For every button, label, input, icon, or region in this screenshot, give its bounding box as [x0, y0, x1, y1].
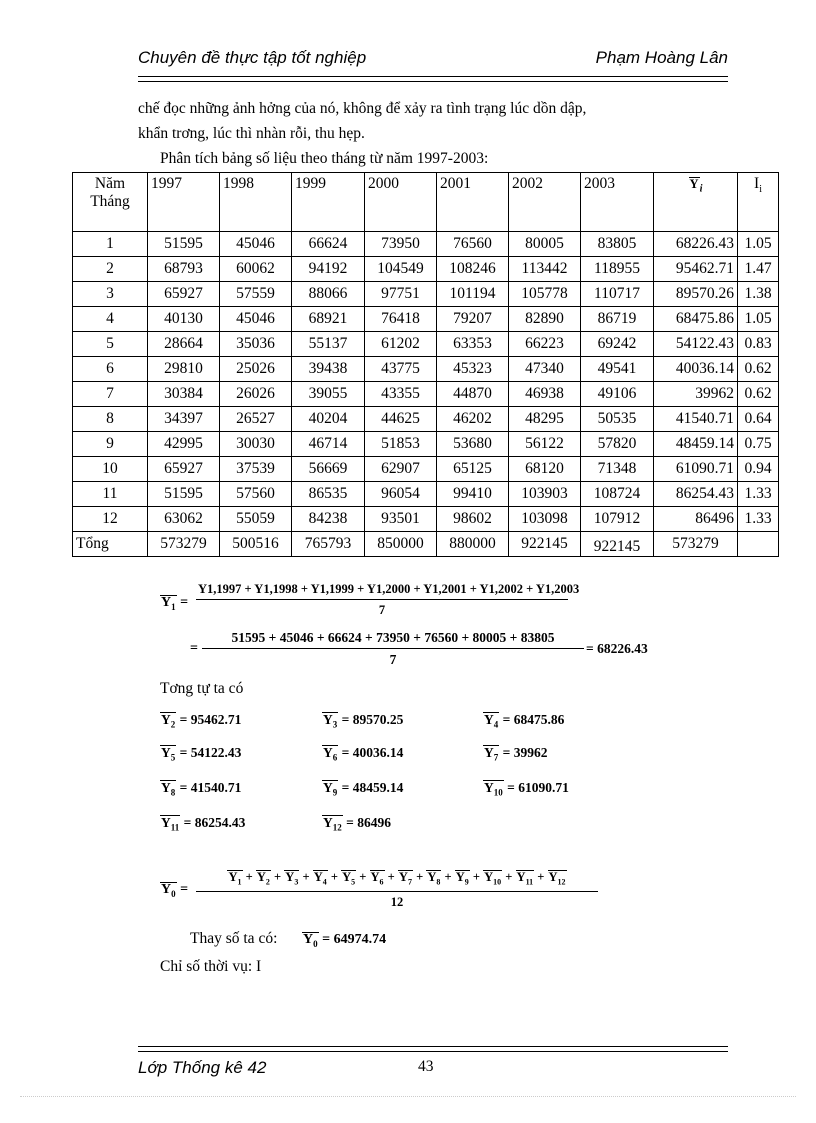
value-cell: 26026 [220, 382, 292, 407]
average-symbol: $Y_5$ [161, 745, 176, 763]
sum-term: $Y_{12}$ [548, 870, 566, 887]
formula-y1-numerator: Y1,1997 + Y1,1998 + Y1,1999 + Y1,2000 + Y1,2001 + Y1,2002 + Y1,2003 [196, 582, 568, 600]
month-cell: 7 [73, 382, 148, 407]
average-number: = 40036.14 [341, 745, 404, 760]
total-cell: 880000 [437, 532, 509, 557]
value-cell: 66223 [509, 332, 581, 357]
formula-y1-denominator: 7 [378, 603, 386, 617]
month-cell: 1 [73, 232, 148, 257]
value-cell: 73950 [365, 232, 437, 257]
value-cell: 45046 [220, 307, 292, 332]
average-cell: 95462.71 [654, 257, 738, 282]
value-cell: 51595 [148, 232, 220, 257]
header-year: 1997 [148, 173, 220, 232]
average-symbol: $Y_{10}$ [484, 780, 503, 798]
average-sub: 4 [493, 719, 499, 730]
value-cell: 28664 [148, 332, 220, 357]
value-cell: 45323 [437, 357, 509, 382]
average-value [160, 815, 245, 835]
value-cell: 68793 [148, 257, 220, 282]
index-cell: 1.33 [738, 507, 779, 532]
average-value [322, 712, 403, 732]
value-cell: 44870 [437, 382, 509, 407]
formula-values-result: = 68226.43 [586, 641, 648, 656]
table-row [73, 257, 779, 282]
value-cell: 83805 [581, 232, 654, 257]
table-total-row [73, 532, 779, 557]
sum-term: $Y_6$ [370, 870, 384, 887]
substitute-value: = 64974.74 [322, 932, 387, 947]
value-cell: 113442 [509, 257, 581, 282]
index-cell: 0.62 [738, 357, 779, 382]
header-year: 1999 [292, 173, 365, 232]
intro-line-2: khẩn trơng, lúc thì nhàn rỗi, thu hẹp. [138, 125, 365, 142]
header-year: 1998 [220, 173, 292, 232]
value-cell: 50535 [581, 407, 654, 432]
seasonal-index-text: Chỉ số thời vụ: I [160, 958, 262, 975]
sum-term-sub: 5 [351, 877, 356, 887]
sum-term-sub: 10 [493, 877, 502, 887]
index-cell: 0.83 [738, 332, 779, 357]
table-row [73, 507, 779, 532]
index-sub: i [759, 184, 762, 196]
sum-term-sub: 7 [407, 877, 412, 887]
header-year-label: Năm [94, 175, 126, 192]
data-table [72, 172, 779, 557]
value-cell: 43355 [365, 382, 437, 407]
total-cell: 922145 [581, 532, 654, 557]
value-cell: 63062 [148, 507, 220, 532]
value-cell: 56669 [292, 457, 365, 482]
value-cell: 37539 [220, 457, 292, 482]
average-cell: 39962 [654, 382, 738, 407]
value-cell: 65927 [148, 282, 220, 307]
sum-term-sub: 11 [525, 877, 534, 887]
value-cell: 40204 [292, 407, 365, 432]
value-cell: 88066 [292, 282, 365, 307]
value-cell: 65927 [148, 457, 220, 482]
average-cell: 40036.14 [654, 357, 738, 382]
average-value [160, 780, 241, 800]
average-number: = 61090.71 [507, 780, 569, 795]
header-year: 2002 [509, 173, 581, 232]
total-cell: 573279 [654, 532, 738, 557]
sum-term: $Y_3$ [285, 870, 299, 887]
header-rule [138, 76, 728, 82]
index-cell: 1.33 [738, 482, 779, 507]
table-row [73, 457, 779, 482]
average-number: = 68475.86 [502, 712, 565, 727]
value-cell: 66624 [292, 232, 365, 257]
value-cell: 40130 [148, 307, 220, 332]
average-number: = 95462.71 [179, 712, 242, 727]
sum-term: $Y_{11}$ [516, 870, 534, 887]
value-cell: 110717 [581, 282, 654, 307]
average-symbol: $Y_2$ [161, 712, 176, 730]
footer-rule [138, 1046, 728, 1052]
sum-term: $Y_{10}$ [484, 870, 502, 887]
formula-y0-numerator: $Y_1 + Y_2 + Y_3 + Y_4 + Y_5 + Y_6 + Y_7 + Y_8 + Y_9 + Y_{10} + Y_{11} + Y_{12}$ [196, 870, 598, 892]
value-cell: 61202 [365, 332, 437, 357]
month-cell: 11 [73, 482, 148, 507]
average-cell: 41540.71 [654, 407, 738, 432]
index-cell: 0.64 [738, 407, 779, 432]
total-cell: 765793 [292, 532, 365, 557]
sum-term: $Y_4$ [313, 870, 327, 887]
average-value [322, 780, 403, 800]
value-cell: 39438 [292, 357, 365, 382]
value-cell: 30384 [148, 382, 220, 407]
value-cell: 68120 [509, 457, 581, 482]
average-sub: 10 [493, 787, 503, 798]
total-label: Tổng [73, 532, 148, 557]
value-cell: 62907 [365, 457, 437, 482]
value-cell: 82890 [509, 307, 581, 332]
sum-term: $Y_9$ [455, 870, 469, 887]
average-symbol: $Y_8$ [161, 780, 176, 798]
substitute-sub: 0 [313, 938, 318, 949]
index-cell: 0.75 [738, 432, 779, 457]
value-cell: 34397 [148, 407, 220, 432]
average-symbol: $Y_{12}$ [323, 815, 342, 833]
value-cell: 55059 [220, 507, 292, 532]
month-cell: 6 [73, 357, 148, 382]
average-cell: 68475.86 [654, 307, 738, 332]
value-cell: 97751 [365, 282, 437, 307]
average-value [160, 745, 241, 765]
value-cell: 45046 [220, 232, 292, 257]
value-cell: 84238 [292, 507, 365, 532]
value-cell: 55137 [292, 332, 365, 357]
value-cell: 71348 [581, 457, 654, 482]
sum-term: $Y_7$ [398, 870, 412, 887]
value-cell: 76418 [365, 307, 437, 332]
value-cell: 57559 [220, 282, 292, 307]
average-symbol: $Y_7$ [484, 745, 499, 763]
formula-y1-lhs-sub: 1 [171, 601, 176, 612]
header-month-year [73, 173, 148, 232]
average-cell: 48459.14 [654, 432, 738, 457]
index-cell: 1.05 [738, 307, 779, 332]
average-sub: 8 [170, 787, 176, 798]
value-cell: 57560 [220, 482, 292, 507]
formula-eq-sign: = [190, 641, 198, 656]
ybar-symbol: Y [689, 177, 699, 191]
average-symbol: $Y_{11}$ [161, 815, 180, 833]
month-cell: 10 [73, 457, 148, 482]
average-symbol: $Y_6$ [323, 745, 338, 763]
sum-term-sub: 4 [322, 877, 327, 887]
value-cell: 76560 [437, 232, 509, 257]
value-cell: 44625 [365, 407, 437, 432]
footer-class: Lớp Thống kê 42 [138, 1058, 267, 1077]
sum-term-sub: 6 [379, 877, 384, 887]
sum-term: $Y_2$ [256, 870, 270, 887]
total-cell: 922145 [509, 532, 581, 557]
value-cell: 29810 [148, 357, 220, 382]
value-cell: 46938 [509, 382, 581, 407]
header-year: 2003 [581, 173, 654, 232]
table-row [73, 232, 779, 257]
total-cell: 500516 [220, 532, 292, 557]
intro-line-3: Phân tích bảng số liệu theo tháng từ năm 1997-2003: [160, 150, 489, 167]
value-cell: 51595 [148, 482, 220, 507]
value-cell: 79207 [437, 307, 509, 332]
month-cell: 2 [73, 257, 148, 282]
formula-y1-fraction [196, 582, 580, 618]
value-cell: 94192 [292, 257, 365, 282]
header-title: Chuyên đề thực tập tốt nghiệp [138, 48, 367, 67]
sum-term-sub: 3 [294, 877, 299, 887]
sum-term-sub: 8 [436, 877, 441, 887]
header-index [738, 173, 779, 232]
page-number: 43 [418, 1058, 434, 1075]
average-number: = 86254.43 [183, 815, 246, 830]
month-cell: 12 [73, 507, 148, 532]
average-number: = 39962 [502, 745, 548, 760]
index-cell: 1.05 [738, 232, 779, 257]
average-cell: 89570.26 [654, 282, 738, 307]
average-cell: 54122.43 [654, 332, 738, 357]
value-cell: 56122 [509, 432, 581, 457]
month-cell: 5 [73, 332, 148, 357]
average-value [483, 745, 547, 765]
page-edge [20, 1096, 796, 1097]
value-cell: 46202 [437, 407, 509, 432]
value-cell: 103903 [509, 482, 581, 507]
month-cell: 4 [73, 307, 148, 332]
value-cell: 46714 [292, 432, 365, 457]
value-cell: 93501 [365, 507, 437, 532]
page-header [138, 48, 728, 70]
value-cell: 65125 [437, 457, 509, 482]
sum-term-sub: 12 [557, 877, 566, 887]
value-cell: 35036 [220, 332, 292, 357]
average-value [483, 712, 564, 732]
index-symbol: I [754, 175, 760, 192]
value-cell: 118955 [581, 257, 654, 282]
index-cell: 1.38 [738, 282, 779, 307]
formula-y0-lhs: $Y_0$ = [161, 882, 189, 899]
average-value [322, 745, 403, 765]
value-cell: 80005 [509, 232, 581, 257]
sum-term: $Y_8$ [427, 870, 441, 887]
value-cell: 57820 [581, 432, 654, 457]
sum-term: $Y_1$ [228, 870, 242, 887]
value-cell: 30030 [220, 432, 292, 457]
average-cell: 61090.71 [654, 457, 738, 482]
value-cell: 103098 [509, 507, 581, 532]
formula-y0-denominator: 12 [390, 894, 404, 909]
value-cell: 25026 [220, 357, 292, 382]
value-cell: 47340 [509, 357, 581, 382]
table-header-row [73, 173, 779, 232]
header-author: Phạm Hoàng Lân [595, 48, 728, 67]
value-cell: 96054 [365, 482, 437, 507]
formula-y0-fraction [196, 870, 598, 910]
average-sub: 11 [170, 822, 180, 833]
average-cell: 68226.43 [654, 232, 738, 257]
formula-values-fraction [202, 630, 584, 668]
table-row [73, 482, 779, 507]
index-cell: 0.94 [738, 457, 779, 482]
index-cell: 1.47 [738, 257, 779, 282]
value-cell: 53680 [437, 432, 509, 457]
value-cell: 26527 [220, 407, 292, 432]
average-sub: 12 [332, 822, 342, 833]
average-symbol: $Y_9$ [323, 780, 338, 798]
total-cell [738, 532, 779, 557]
header-year: 2001 [437, 173, 509, 232]
average-cell: 86496 [654, 507, 738, 532]
value-cell: 108724 [581, 482, 654, 507]
average-number: = 48459.14 [341, 780, 404, 795]
table-row [73, 332, 779, 357]
value-cell: 105778 [509, 282, 581, 307]
table-row [73, 432, 779, 457]
average-sub: 9 [332, 787, 338, 798]
formula-values-denominator: 7 [389, 652, 397, 667]
average-value [160, 712, 241, 732]
formula-values-numerator: 51595 + 45046 + 66624 + 73950 + 76560 + 80005 + 83805 [202, 630, 584, 649]
sum-term: $Y_5$ [342, 870, 356, 887]
table-row [73, 307, 779, 332]
average-sub: 2 [170, 719, 176, 730]
value-cell: 98602 [437, 507, 509, 532]
average-number: = 41540.71 [179, 780, 242, 795]
total-cell: 573279 [148, 532, 220, 557]
table-row [73, 282, 779, 307]
total-cell: 850000 [365, 532, 437, 557]
value-cell: 49106 [581, 382, 654, 407]
average-sub: 5 [170, 752, 176, 763]
average-symbol: $Y_4$ [484, 712, 499, 730]
substitute-label: Thay số ta có: [190, 930, 278, 947]
value-cell: 104549 [365, 257, 437, 282]
value-cell: 86535 [292, 482, 365, 507]
average-number: = 54122.43 [179, 745, 242, 760]
similar-text: Tơng tự ta có [160, 680, 244, 697]
header-month-label: Tháng [90, 193, 130, 210]
value-cell: 51853 [365, 432, 437, 457]
value-cell: 48295 [509, 407, 581, 432]
sum-term-sub: 2 [265, 877, 270, 887]
average-number: = 89570.25 [341, 712, 404, 727]
month-cell: 8 [73, 407, 148, 432]
sum-term-sub: 9 [464, 877, 469, 887]
formula-y0-lhs-sub: 0 [171, 888, 176, 899]
value-cell: 60062 [220, 257, 292, 282]
average-value [322, 815, 391, 835]
average-sub: 6 [332, 752, 338, 763]
average-symbol: $Y_3$ [323, 712, 338, 730]
value-cell: 99410 [437, 482, 509, 507]
header-year: 2000 [365, 173, 437, 232]
value-cell: 63353 [437, 332, 509, 357]
table-row [73, 357, 779, 382]
average-sub: 3 [332, 719, 338, 730]
value-cell: 101194 [437, 282, 509, 307]
value-cell: 86719 [581, 307, 654, 332]
header-average [654, 173, 738, 232]
index-cell: 0.62 [738, 382, 779, 407]
month-cell: 3 [73, 282, 148, 307]
sum-term-sub: 1 [237, 877, 242, 887]
average-number: = 86496 [346, 815, 391, 830]
value-cell: 42995 [148, 432, 220, 457]
intro-line-1: chế đọc những ảnh hởng của nó, không để xảy ra tình trạng lúc dồn dập, [138, 100, 587, 117]
substitute-result: $Y_0 = 64974.74$ [303, 932, 387, 949]
value-cell: 108246 [437, 257, 509, 282]
table-row [73, 382, 779, 407]
formula-y1-lhs: $Y_1$ = [161, 595, 189, 612]
value-cell: 107912 [581, 507, 654, 532]
month-cell: 9 [73, 432, 148, 457]
value-cell: 49541 [581, 357, 654, 382]
average-cell: 86254.43 [654, 482, 738, 507]
average-value [483, 780, 569, 800]
ybar-sub: i [699, 183, 703, 195]
table-row [73, 407, 779, 432]
value-cell: 69242 [581, 332, 654, 357]
value-cell: 43775 [365, 357, 437, 382]
value-cell: 68921 [292, 307, 365, 332]
average-sub: 7 [493, 752, 499, 763]
value-cell: 39055 [292, 382, 365, 407]
